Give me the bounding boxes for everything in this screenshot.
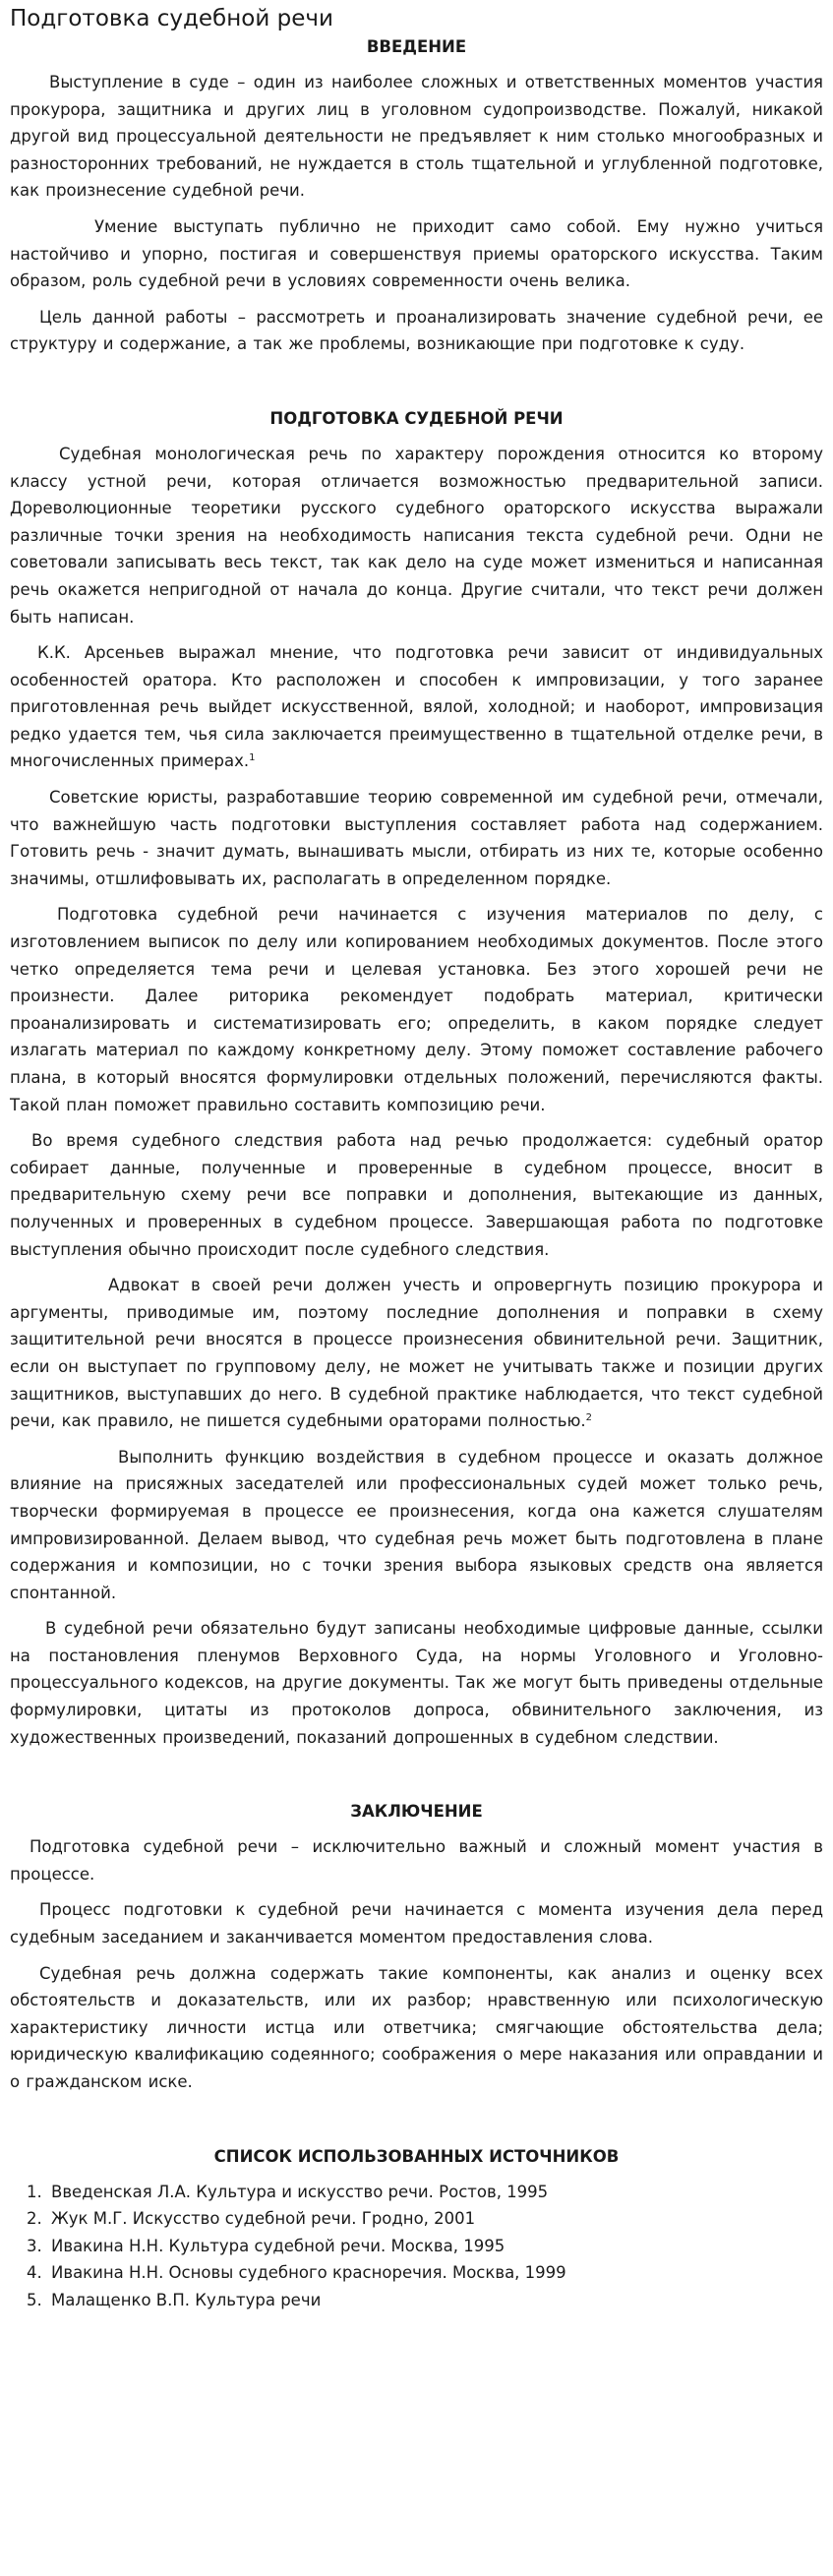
- source-item: 4. Ивакина Н.Н. Основы судебного красноречия. Москва, 1999: [47, 2259, 823, 2287]
- conclusion-paragraph: Процесс подготовки к судебной речи начинается с момента изучения дела перед судебным заседанием и заканчивается моментом предоставления слова.: [10, 1900, 823, 1947]
- intro-heading: ВВЕДЕНИЕ: [366, 37, 467, 56]
- sources-heading: СПИСОК ИСПОЛЬЗОВАННЫХ ИСТОЧНИКОВ: [213, 2146, 620, 2166]
- footnote-marker: 1: [249, 752, 256, 764]
- main-paragraph-text: К.К. Арсеньев выражал мнение, что подготовка речи зависит от индивидуальных особенностей оратора. Кто расположен и способен к импровизации, у того заранее приготовленная речь выйдет искусственной, вялой, холодной; и наоборот, импровизация редко удается тем, чья сила заключается преимущественно в тщательной отделке речи, в многочисленных примерах.: [10, 643, 823, 771]
- conclusion-paragraph: Подготовка судебной речи – исключительно важный и сложный момент участия в процессе.: [10, 1837, 823, 1884]
- document-title: Подготовка судебной речи: [10, 6, 333, 31]
- source-item: 3. Ивакина Н.Н. Культура судебной речи. Москва, 1995: [47, 2233, 823, 2260]
- main-paragraph: Судебная монологическая речь по характеру порождения относится ко второму классу устной речи, которая отличается возможностью предварительной записи. Дореволюционные теоретики русского судебного ораторского искусства выражали различные точки зрения на необходимость написания текста судебной речи. Одни не советовали записывать весь текст, так как дело на суде может измениться и написанная речь окажется непригодной от начала до конца. Другие считали, что текст речи должен быть написан.: [10, 444, 823, 627]
- main-paragraph: Подготовка судебной речи начинается с изучения материалов по делу, с изготовлением выписок по делу или копированием необходимых документов. После этого четко определяется тема речи и целевая установка. Без этого хорошей речи не произнести. Далее риторика рекомендует подобрать материал, критически проанализировать и систематизировать его; определить, в каком порядке следует излагать материал по каждому конкретному делу. Этому поможет составление рабочего плана, в который вносятся формулировки отдельных положений, перечисляются факты. Такой план поможет правильно составить композицию речи.: [10, 905, 823, 1114]
- main-paragraph: Во время судебного следствия работа над речью продолжается: судебный оратор собирает данные, полученные и проверенные в судебном процессе, вносит в предварительную схему речи все поправки и дополнения, вытекающие из данных, полученных и проверенных в судебном процессе. Завершающая работа по подготовке выступления обычно происходит после судебного следствия.: [10, 1131, 823, 1259]
- document-page: [0, 4, 833, 2314]
- main-paragraph: Выполнить функцию воздействия в судебном процессе и оказать должное влияние на присяжных заседателей или профессиональных судей может только речь, творчески формируемая в процессе ее произнесения, когда она кажется слушателям импровизированной. Делаем вывод, что судебная речь может быть подготовлена в плане содержания и композиции, но с точки зрения выбора языковых средств она является спонтанной.: [10, 1447, 823, 1602]
- main-paragraph: [10, 639, 823, 775]
- sources-list: [10, 2179, 823, 2314]
- main-paragraph: Советские юристы, разработавшие теорию современной им судебной речи, отмечали, что важнейшую часть подготовки выступления составляет работа над содержанием. Готовить речь - значит думать, вынашивать мысли, отбирать из них те, которые особенно значимы, отшлифовывать их, располагать в определенном порядке.: [10, 788, 823, 888]
- main-paragraph: [10, 1272, 823, 1435]
- source-item: 2. Жук М.Г. Искусство судебной речи. Гродно, 2001: [47, 2205, 823, 2233]
- footnote-marker: 2: [585, 1412, 593, 1424]
- intro-paragraph: Выступление в суде – один из наиболее сложных и ответственных моментов участия прокурора, защитника и других лиц в уголовном судопроизводстве. Пожалуй, никакой другой вид процессуальной деятельности не предъявляет к ним столько многообразных и разносторонних требований, не нуждается в столь тщательной и углубленной подготовке, как произнесение судебной речи.: [10, 73, 823, 201]
- main-heading: ПОДГОТОВКА СУДЕБНОЙ РЕЧИ: [269, 408, 564, 428]
- conclusion-paragraph: Судебная речь должна содержать такие компоненты, как анализ и оценку всех обстоятельств и доказательств, или их разбор; нравственную или психологическую характеристику личности истца или ответчика; смягчающие обстоятельства дела; юридическую квалификацию содеянного; соображения о мере наказания или оправдании и о гражданском иске.: [10, 1963, 823, 2091]
- intro-paragraph: Цель данной работы – рассмотреть и проанализировать значение судебной речи, ее структуру и содержание, а так же проблемы, возникающие при подготовке к суду.: [10, 307, 823, 354]
- intro-paragraph: Умение выступать публично не приходит само собой. Ему нужно учиться настойчиво и упорно, постигая и совершенствуя приемы ораторского искусства. Таким образом, роль судебной речи в условиях современности очень велика.: [10, 216, 823, 291]
- source-item: 1. Введенская Л.А. Культура и искусство речи. Ростов, 1995: [47, 2179, 823, 2206]
- source-item: 5. Малащенко В.П. Культура речи: [47, 2287, 823, 2314]
- conclusion-heading: ЗАКЛЮЧЕНИЕ: [350, 1802, 483, 1822]
- main-paragraph: В судебной речи обязательно будут записаны необходимые цифровые данные, ссылки на постановления пленумов Верховного Суда, на нормы Уголовного и Уголовно-процессуального кодексов, на другие документы. Так же могут быть приведены отдельные формулировки, цитаты из протоколов допроса, обвинительного заключения, из художественных произведений, показаний допрошенных в судебном следствии.: [10, 1619, 823, 1747]
- main-paragraph-text: Адвокат в своей речи должен учесть и опровергнуть позицию прокурора и аргументы, приводимые им, поэтому последние дополнения и поправки в схему защитительной речи вносятся в процессе произнесения обвинительной речи. Защитник, если он выступает по групповому делу, не может не учитывать также и позиции других защитников, выступавших до него. В судебной практике наблюдается, что текст судебной речи, как правило, не пишется судебными ораторами полностью.: [10, 1276, 823, 1431]
